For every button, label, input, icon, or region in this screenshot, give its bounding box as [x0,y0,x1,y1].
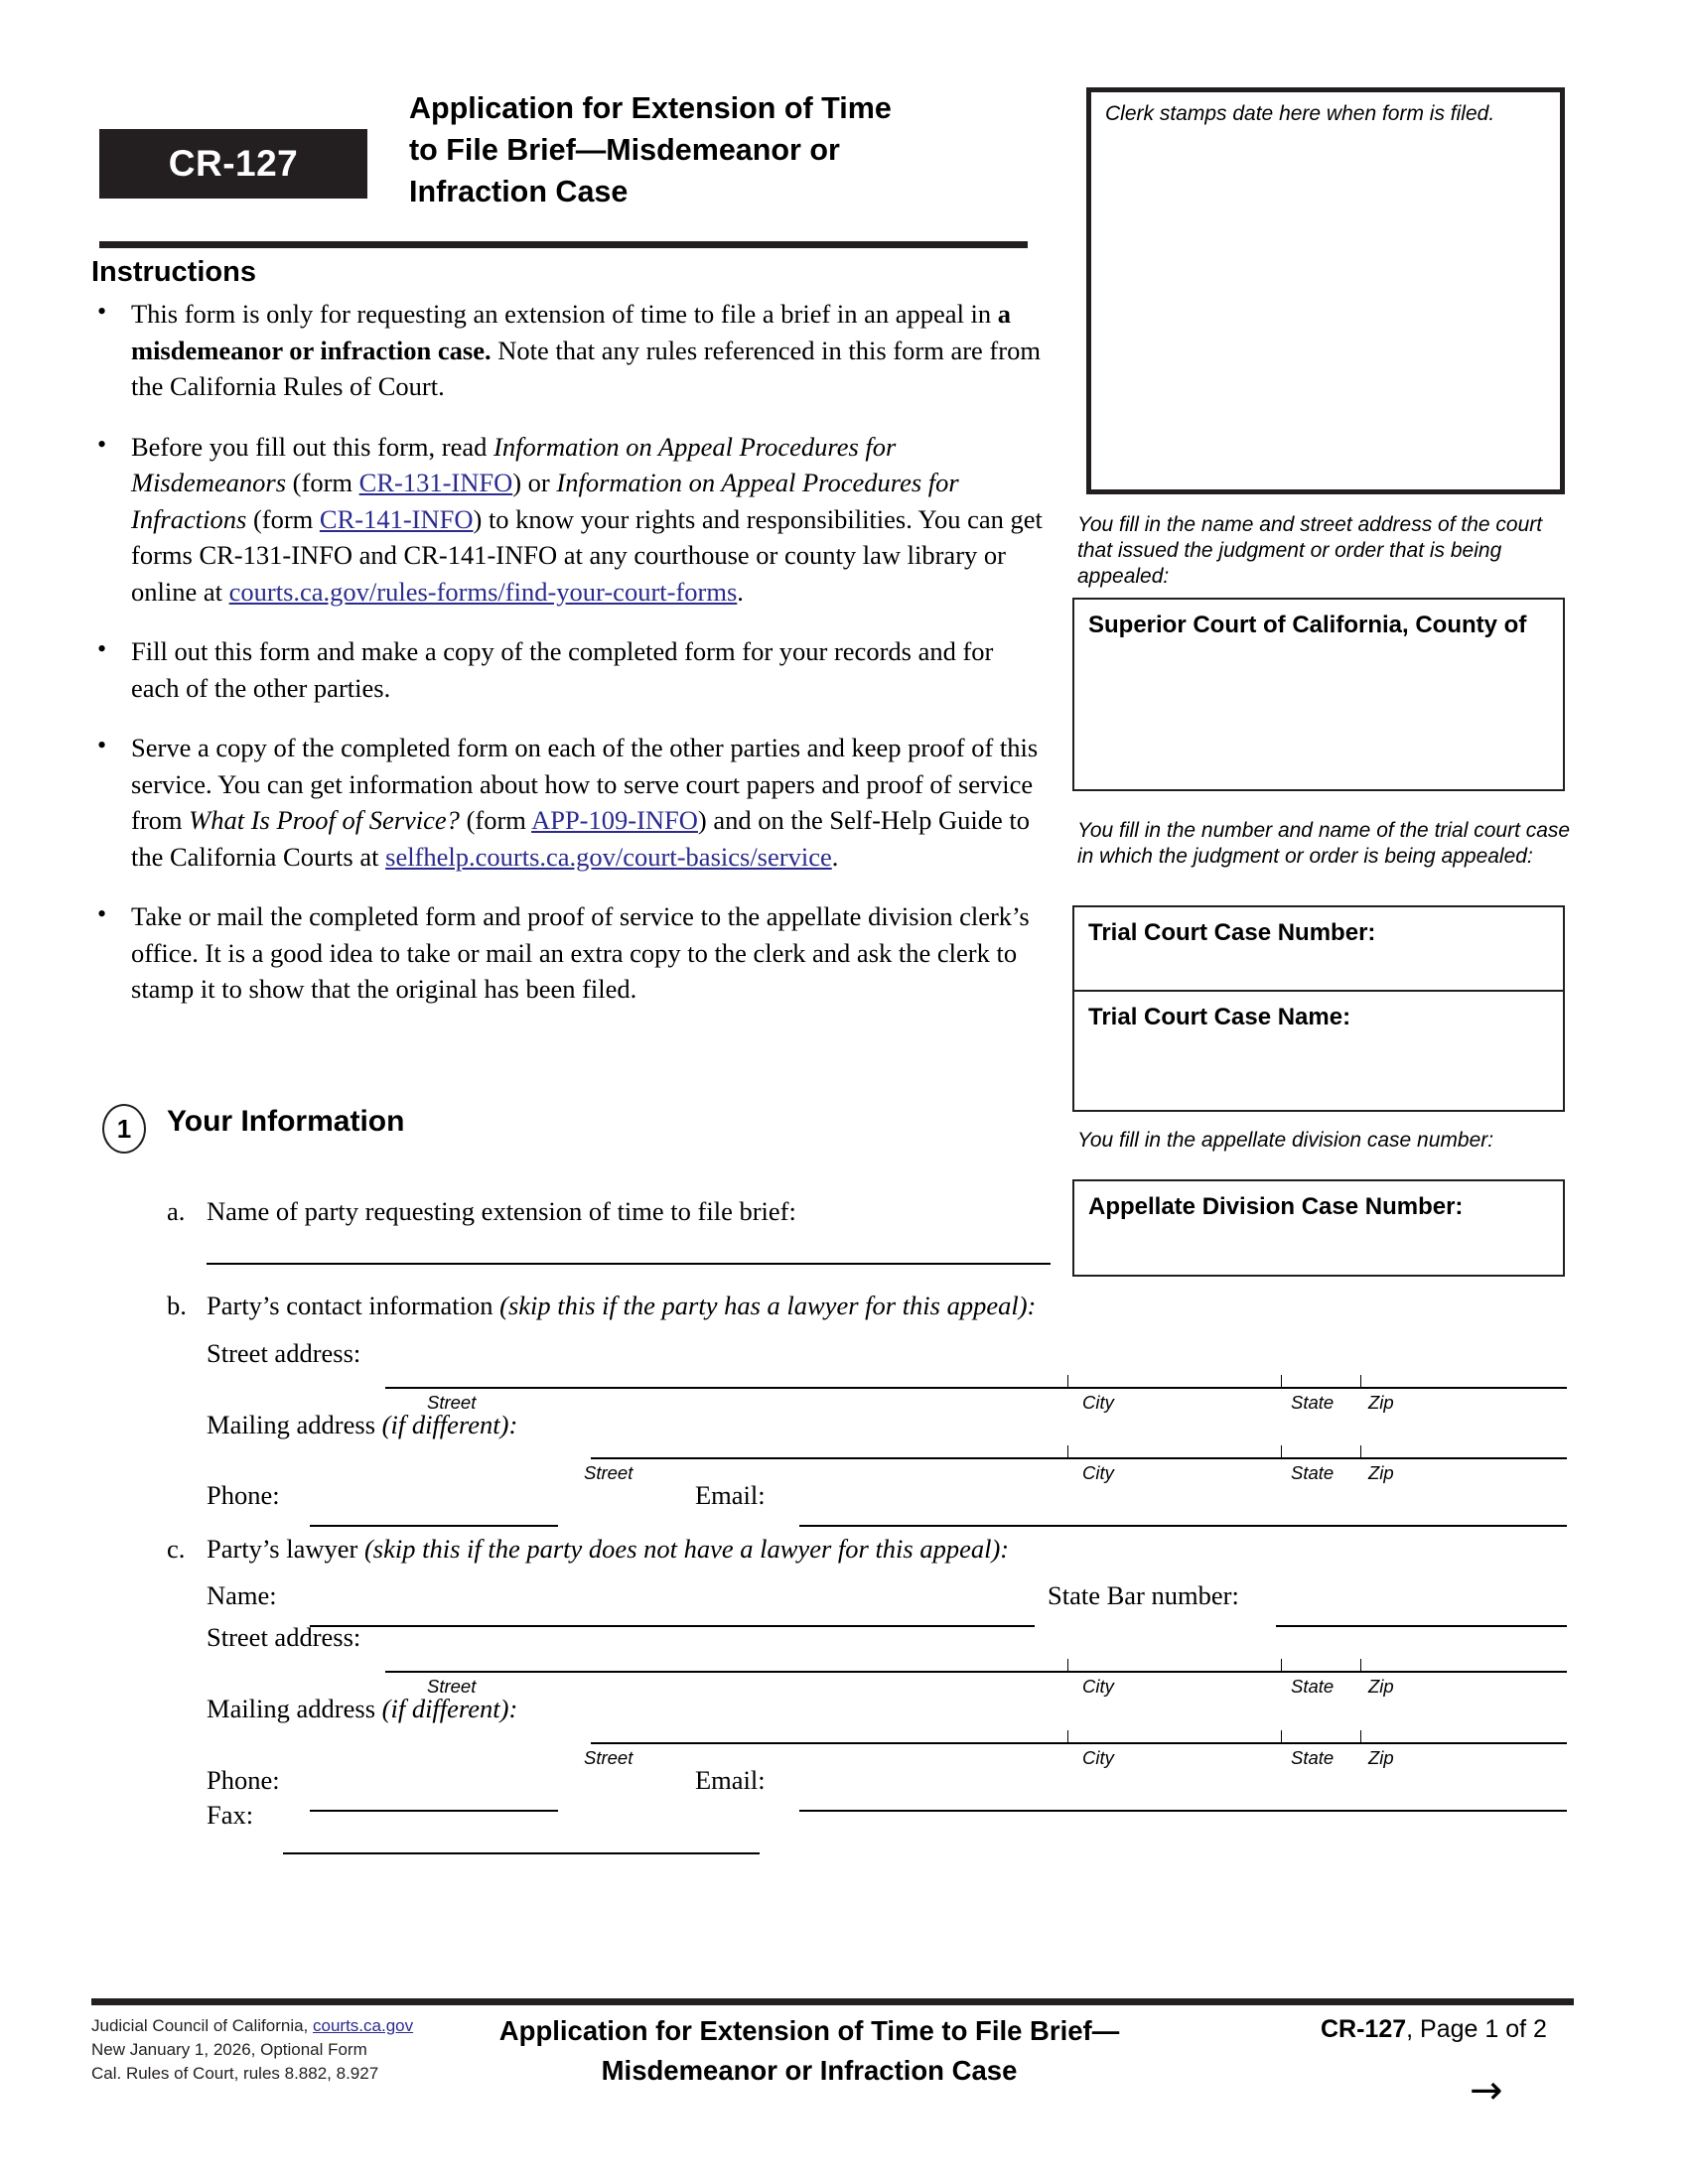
next-page-arrow-icon: → [1470,2068,1503,2114]
item-1b-text-plain: Party’s contact information [207,1291,500,1320]
note-trial-case: You fill in the number and name of the trial court case in which the judgment or order is being appealed: [1077,819,1571,868]
header-divider [99,241,1028,248]
tick-1c-city-state [1281,1659,1282,1673]
instruction-bullet-4 [91,730,1045,875]
instructions-heading: Instructions [91,256,256,288]
b1-bold: a misdemeanor or infraction case. [131,299,1012,365]
input-1b-email[interactable] [799,1525,1567,1527]
b2-p1: Before you fill out this form, read [131,431,494,462]
link-cr-131-info[interactable]: CR-131-INFO [358,468,513,497]
footer-page-number: , Page 1 of 2 [1406,2015,1547,2043]
item-1c-text-italic: (skip this if the party does not have a lawyer for this appeal): [363,1534,1010,1564]
label-1c-email: Email: [695,1765,766,1795]
appellate-case-number-box[interactable] [1072,1179,1565,1277]
label-1c-fax: Fax: [207,1800,254,1830]
footer-divider [91,1998,1574,2005]
input-1b-street-address[interactable] [385,1387,1567,1389]
item-1b-text [207,1291,1036,1321]
title-line-2: to File Brief—Misdemeanor or [409,133,840,167]
title-line-1: Application for Extension of Time [409,91,892,125]
section-1-number: 1 [102,1104,146,1154]
label-1c-name: Name: [207,1580,277,1610]
instruction-bullet-2 [91,429,1045,611]
label-1c-street-address: Street address: [207,1622,361,1652]
tick-1b-m-state-zip [1360,1445,1361,1459]
tick-1c-m-state-zip [1360,1730,1361,1744]
link-find-your-court-forms[interactable]: courts.ca.gov/rules-forms/find-your-court-forms [228,576,738,607]
b2-p2: (form [286,468,359,497]
hint-1b-zip: Zip [1368,1392,1394,1413]
instructions-list [91,296,1045,1031]
hint-1c-street: Street [427,1676,477,1697]
b4-p3: ) and on the Self-Help Guide to the California Courts at [131,805,1031,872]
note-appellate-case: You fill in the appellate division case number: [1077,1129,1494,1152]
instruction-bullet-1 [91,296,1045,405]
input-1c-email[interactable] [799,1810,1567,1812]
label-1b-mailing-plain: Mailing address [207,1410,382,1439]
hint-1b-m-state: State [1291,1462,1335,1483]
b2-p4: (form [246,503,320,534]
label-1b-email: Email: [695,1480,766,1510]
b2-i1: Information on Appeal Procedures for Misdemeanors [131,431,897,497]
court-name-box[interactable] [1072,598,1565,791]
appellate-case-number-label: Appellate Division Case Number: [1088,1193,1464,1220]
link-courts-ca-gov[interactable]: courts.ca.gov [313,2016,414,2035]
b4-p1: Serve a copy of the completed form on each of the other parties and keep proof of this service. You can get information about how to serve court papers and proof of service from [131,733,1039,835]
item-1c-text [207,1534,1009,1565]
item-1a-letter: a. [167,1196,186,1226]
input-1c-name[interactable] [310,1625,1035,1627]
tick-1c-street-city [1067,1659,1068,1673]
trial-case-number-box[interactable] [1072,905,1565,990]
link-app-109-info[interactable]: APP-109-INFO [531,805,698,835]
b2-p6: . [737,576,744,607]
tick-1b-m-street-city [1067,1445,1068,1459]
input-1a-name-of-party[interactable] [207,1263,1051,1265]
label-1c-phone: Phone: [207,1765,280,1795]
footer-title-line-1: Application for Extension of Time to File Brief— [498,2015,1120,2046]
hint-1c-m-zip: Zip [1368,1747,1394,1768]
input-1c-phone[interactable] [310,1810,558,1812]
label-1b-mailing-address [207,1410,517,1440]
footer-line-1-prefix: Judicial Council of California, [91,2016,313,2035]
page-title [409,87,1045,212]
hint-1b-city: City [1082,1392,1114,1413]
clerk-stamp-caption: Clerk stamps date here when form is filed. [1105,102,1495,125]
hint-1b-state: State [1291,1392,1335,1413]
hint-1b-m-zip: Zip [1368,1462,1394,1483]
input-1c-fax[interactable] [283,1852,760,1854]
label-1b-phone: Phone: [207,1480,280,1510]
tick-1b-m-city-state [1281,1445,1282,1459]
b4-p2: (form [459,805,532,835]
footer-form-number: CR-127 [1321,2015,1407,2043]
form-number-badge [99,129,367,199]
hint-1b-m-street: Street [584,1462,633,1483]
item-1a-text: Name of party requesting extension of time to file brief: [207,1196,796,1226]
label-1c-state-bar: State Bar number: [1048,1580,1239,1610]
input-1c-state-bar-number[interactable] [1276,1625,1567,1627]
label-1c-mailing-address [207,1694,517,1724]
label-1b-mailing-italic: (if different): [381,1410,518,1439]
hint-1b-street: Street [427,1392,477,1413]
instruction-bullet-3: • Fill out this form and make a copy of the completed form for your records and for each of the other parties. [91,633,1045,706]
clerk-stamp-box [1086,87,1565,494]
footer-line-3: Cal. Rules of Court, rules 8.882, 8.927 [91,2064,379,2083]
label-1b-street-address: Street address: [207,1338,361,1368]
trial-case-name-label: Trial Court Case Name: [1088,1004,1351,1030]
tick-1c-m-street-city [1067,1730,1068,1744]
form-number-text: CR-127 [168,143,299,184]
input-1b-phone[interactable] [310,1525,558,1527]
tick-1c-state-zip [1360,1659,1361,1673]
item-1b-text-italic: (skip this if the party has a lawyer for this appeal): [499,1291,1037,1320]
b2-p5: ) to know your rights and responsibilities. You can get forms CR-131-INFO and CR-141-INFO at any courthouse or county law library or online at [131,503,1043,607]
label-1c-mailing-italic: (if different): [381,1694,518,1723]
b2-p3: ) or [512,468,557,497]
input-1c-street-address[interactable] [385,1671,1567,1673]
footer-line-1 [91,2014,413,2038]
tick-1b-city-state [1281,1375,1282,1389]
tick-1b-street-city [1067,1375,1068,1389]
hint-1b-m-city: City [1082,1462,1114,1483]
hint-1c-city: City [1082,1676,1114,1697]
hint-1c-zip: Zip [1368,1676,1394,1697]
instruction-bullet-5: • Take or mail the completed form and proof of service to the appellate division clerk’s office. It is a good idea to take or mail an extra copy to the clerk and ask the clerk to stamp it to show that the original has been filed. [91,898,1045,1008]
item-1c-text-plain: Party’s lawyer [207,1534,364,1564]
hint-1c-m-state: State [1291,1747,1335,1768]
input-1b-mailing-address[interactable] [591,1457,1567,1459]
footer-line-2: New January 1, 2026, Optional Form [91,2040,367,2059]
hint-1c-state: State [1291,1676,1335,1697]
input-1c-mailing-address[interactable] [591,1742,1567,1744]
tick-1c-m-city-state [1281,1730,1282,1744]
note-court-address: You fill in the name and street address of the court that issued the judgment or order that is being appealed: [1077,513,1543,588]
link-selfhelp-service[interactable]: selfhelp.courts.ca.gov/court-basics/service [385,841,832,872]
court-name-label: Superior Court of California, County of [1088,612,1527,638]
trial-case-name-box[interactable] [1072,990,1565,1112]
hint-1c-m-city: City [1082,1747,1114,1768]
b4-i1: What Is Proof of Service? [189,805,460,835]
b4-p4: . [831,841,839,872]
b1-part1: This form is only for requesting an extension of time to file a brief in an appeal in [131,299,998,329]
footer-page-info [1321,2015,1579,2044]
item-1b-letter: b. [167,1291,187,1320]
tick-1b-state-zip [1360,1375,1361,1389]
item-1c-letter: c. [167,1534,186,1564]
link-cr-141-info[interactable]: CR-141-INFO [319,503,474,534]
hint-1c-m-street: Street [584,1747,633,1768]
title-line-3: Infraction Case [409,175,629,208]
b1-part2: Note that any rules referenced in this form are from the California Rules of Court. [131,335,1041,401]
footer-title [417,2011,1201,2091]
section-1-title: Your Information [167,1105,405,1138]
trial-case-number-label: Trial Court Case Number: [1088,919,1376,946]
label-1c-mailing-plain: Mailing address [207,1694,382,1723]
b2-i2: Information on Appeal Procedures for Infractions [131,468,959,534]
footer-legal-block [91,2014,413,2086]
footer-title-line-2: Misdemeanor or Infraction Case [601,2055,1018,2086]
